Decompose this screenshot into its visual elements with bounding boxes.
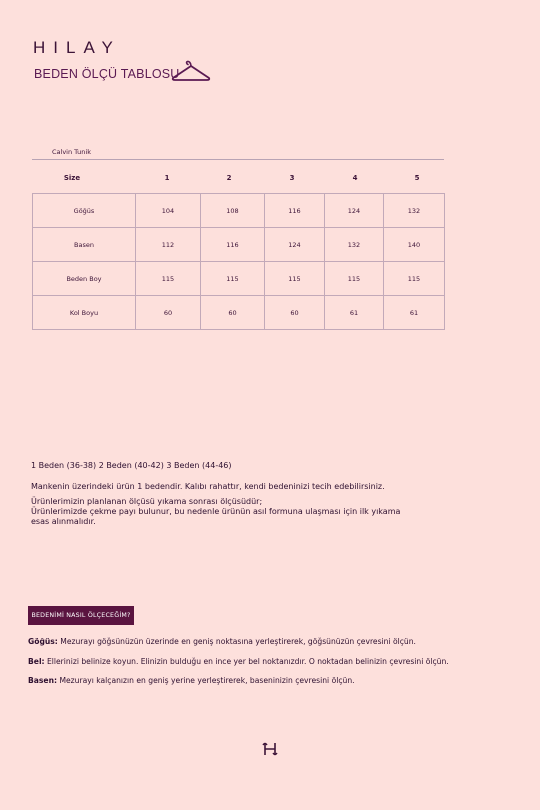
measurement-term: Basen: <box>28 676 58 685</box>
table-cell: 112 <box>136 228 201 262</box>
table-cell: 116 <box>265 194 325 228</box>
hanger-icon <box>170 57 212 83</box>
size-header-3: 3 <box>289 174 295 182</box>
table-row <box>33 262 445 296</box>
table-cell: 60 <box>136 296 201 330</box>
table-cell: 115 <box>325 262 384 296</box>
table-cell: 60 <box>265 296 325 330</box>
size-header-1: 1 <box>164 174 170 182</box>
model-note-text: Mankenin üzerindeki ürün 1 bedendir. Kalıbı rahattır, kendi bedeninizi tecih edebilirsiniz. <box>31 482 385 491</box>
size-header-4: 4 <box>352 174 358 182</box>
row-label: Göğüs <box>33 194 136 228</box>
table-cell: 115 <box>136 262 201 296</box>
how-to-measure-label: BEDENİMİ NASIL ÖLÇECEĞİM? <box>28 606 134 625</box>
divider <box>32 159 444 160</box>
table-cell: 115 <box>265 262 325 296</box>
size-ranges-text: 1 Beden (36-38) 2 Beden (40-42) 3 Beden (44-46) <box>31 461 232 470</box>
wash-note-line: Ürünlerimizde çekme payı bulunur, bu nedenle ürünün asıl formuna ulaşması için ilk yıkama <box>31 507 401 516</box>
size-header-5: 5 <box>414 174 420 182</box>
table-cell: 116 <box>201 228 265 262</box>
logo-mark-icon <box>262 742 278 756</box>
row-label: Basen <box>33 228 136 262</box>
size-header-label: Size <box>63 174 81 182</box>
measurement-term: Göğüs: <box>28 637 58 646</box>
table-cell: 132 <box>384 194 445 228</box>
table-cell: 104 <box>136 194 201 228</box>
table-row <box>33 296 445 330</box>
table-row <box>33 228 445 262</box>
table-cell: 115 <box>384 262 445 296</box>
table-cell: 61 <box>384 296 445 330</box>
row-label: Kol Boyu <box>33 296 136 330</box>
size-table <box>32 193 445 330</box>
size-header-row <box>32 174 444 184</box>
size-header-2: 2 <box>226 174 232 182</box>
measurement-waist <box>28 657 508 666</box>
product-name: Calvin Tunik <box>52 148 91 156</box>
measurement-text: Ellerinizi belinize koyun. Elinizin bulduğu en ince yer bel noktanızdır. O noktadan belinizin çevresini ölçün. <box>44 657 449 666</box>
measurement-text: Mezurayı göğsünüzün üzerinde en geniş noktasına yerleştirerek, göğsünüzün çevresini ölçün. <box>57 637 416 646</box>
table-cell: 108 <box>201 194 265 228</box>
measurement-term: Bel: <box>28 657 45 666</box>
brand-logo: HILAY <box>33 38 121 57</box>
table-cell: 124 <box>265 228 325 262</box>
table-cell: 115 <box>201 262 265 296</box>
table-cell: 124 <box>325 194 384 228</box>
table-cell: 132 <box>325 228 384 262</box>
wash-note-line: Ürünlerimizin planlanan ölçüsü yıkama sonrası ölçüsüdür; <box>31 497 263 506</box>
measurement-chest <box>28 637 508 646</box>
page-title: BEDEN ÖLÇÜ TABLOSU <box>34 67 180 81</box>
table-cell: 140 <box>384 228 445 262</box>
measurement-hip <box>28 676 508 685</box>
table-cell: 61 <box>325 296 384 330</box>
table-cell: 60 <box>201 296 265 330</box>
row-label: Beden Boy <box>33 262 136 296</box>
wash-note-line: esas alınmalıdır. <box>31 517 96 526</box>
measurement-text: Mezurayı kalçanızın en geniş yerine yerleştirerek, baseninizin çevresini ölçün. <box>57 676 355 685</box>
table-row <box>33 194 445 228</box>
